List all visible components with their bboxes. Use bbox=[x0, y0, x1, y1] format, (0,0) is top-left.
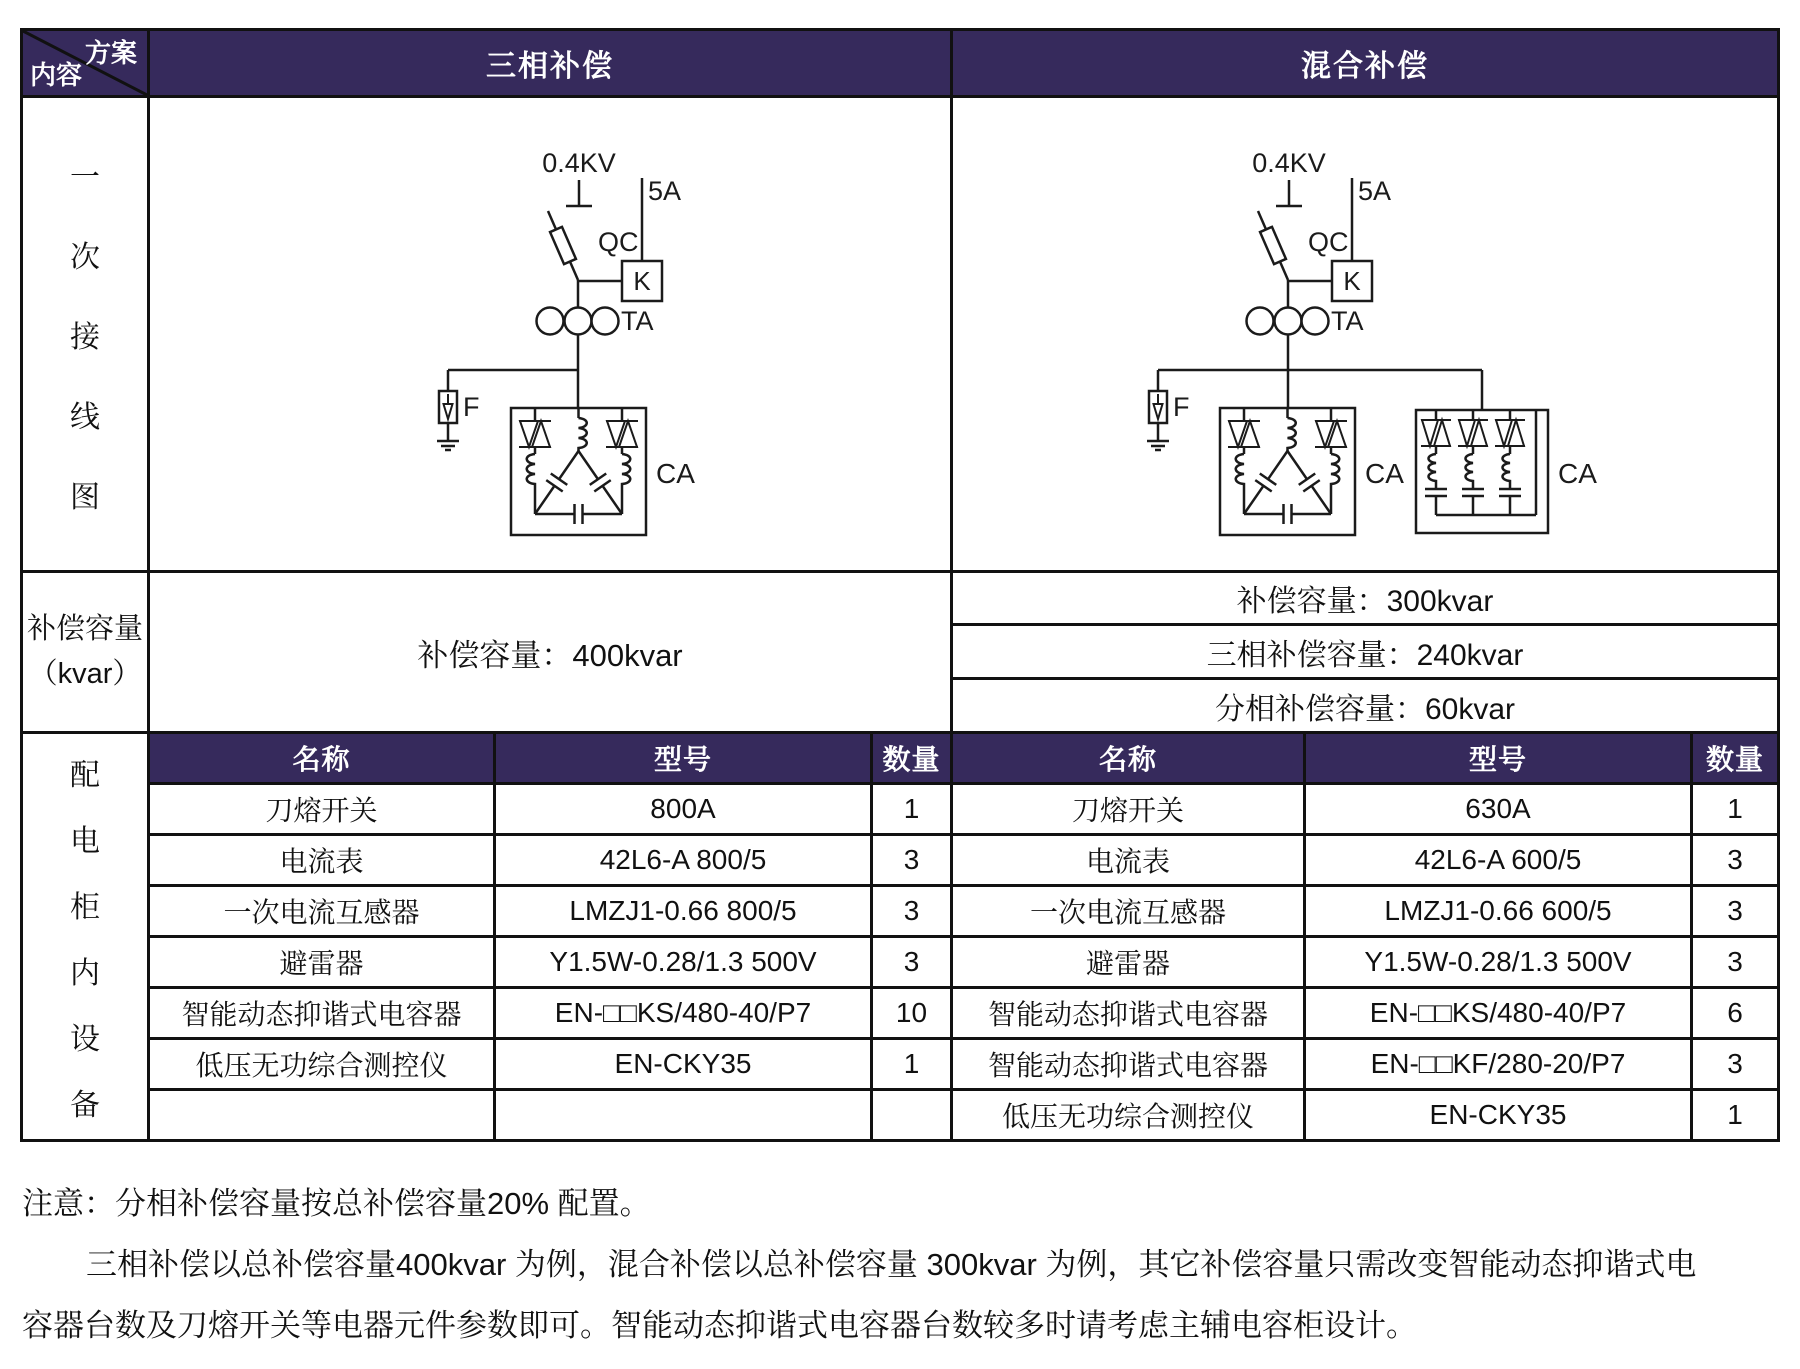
table-cell: 刀熔开关 bbox=[150, 785, 493, 833]
ct-circle bbox=[1302, 308, 1329, 335]
secondary-label: 5A bbox=[648, 176, 682, 206]
table-cell: 6 bbox=[1693, 989, 1777, 1037]
table-cell: 3 bbox=[873, 836, 950, 884]
voltage-label: 0.4KV bbox=[542, 148, 616, 178]
table-cell bbox=[873, 1091, 950, 1139]
equipment-label-char: 内 bbox=[70, 956, 100, 990]
capacity-mixed-total: 补偿容量：300kvar bbox=[953, 573, 1777, 623]
wiring-diagram-three-phase bbox=[150, 98, 950, 570]
fuse-switch-symbol bbox=[550, 227, 576, 264]
table-cell: 3 bbox=[1693, 887, 1777, 935]
row-label-wiring-diagram bbox=[23, 98, 147, 570]
table-cell: 避雷器 bbox=[953, 938, 1303, 986]
table-cell: Y1.5W-0.28/1.3 500V bbox=[1306, 938, 1690, 986]
table-cell: 1 bbox=[1693, 785, 1777, 833]
table-cell: 1 bbox=[873, 1040, 950, 1088]
corner-label-content: 内容 bbox=[30, 60, 83, 90]
table-cell: 1 bbox=[873, 785, 950, 833]
table-cell: 一次电流互感器 bbox=[150, 887, 493, 935]
capacity-mixed-split-phase: 分相补偿容量：60kvar bbox=[953, 680, 1777, 731]
column-header-mixed: 混合补偿 bbox=[953, 31, 1777, 95]
ct-circle bbox=[1275, 308, 1302, 335]
corner-header-cell bbox=[23, 31, 147, 95]
capacity-label-line: 补偿容量 bbox=[26, 613, 143, 646]
wiring-diagram-three-phase-cell bbox=[150, 98, 950, 570]
col-header-name: 名称 bbox=[953, 734, 1303, 782]
equipment-label-char: 备 bbox=[70, 1088, 100, 1122]
wiring-label-char: 接 bbox=[70, 321, 100, 354]
table-cell: EN-□□KS/480-40/P7 bbox=[1306, 989, 1690, 1037]
table-cell bbox=[150, 1091, 493, 1139]
note-line-3: 容器台数及刀熔开关等电器元件参数即可。智能动态抑谐式电容器台数较多时请考虑主辅电容柜设计。 bbox=[22, 1308, 1417, 1343]
col-header-model: 型号 bbox=[1306, 734, 1690, 782]
table-cell: 刀熔开关 bbox=[953, 785, 1303, 833]
capacity-mixed-three-phase: 三相补偿容量：240kvar bbox=[953, 626, 1777, 677]
table-cell: 10 bbox=[873, 989, 950, 1037]
ct-circle bbox=[565, 308, 592, 335]
relay-label: K bbox=[633, 266, 651, 296]
equipment-label-char: 设 bbox=[70, 1022, 100, 1056]
footnotes bbox=[22, 1186, 1778, 1369]
equipment-table-mixed bbox=[953, 734, 1777, 1139]
capacity-label-line: （kvar） bbox=[28, 658, 142, 690]
ct-label: TA bbox=[621, 306, 654, 336]
switch-label: QC bbox=[1308, 227, 1349, 257]
wiring-diagram-mixed bbox=[953, 98, 1777, 570]
table-cell: 智能动态抑谐式电容器 bbox=[953, 989, 1303, 1037]
table-cell: 3 bbox=[873, 938, 950, 986]
table-cell: 一次电流互感器 bbox=[953, 887, 1303, 935]
table-cell: 3 bbox=[1693, 938, 1777, 986]
table-cell: EN-CKY35 bbox=[1306, 1091, 1690, 1139]
fuse-label: F bbox=[1173, 392, 1190, 422]
table-cell: 智能动态抑谐式电容器 bbox=[953, 1040, 1303, 1088]
note-line-2: 三相补偿以总补偿容量400kvar 为例，混合补偿以总补偿容量 300kvar 为例，其它补偿容量只需改变智能动态抑谐式电 bbox=[86, 1247, 1697, 1282]
table-cell: 42L6-A 600/5 bbox=[1306, 836, 1690, 884]
voltage-label: 0.4KV bbox=[1252, 148, 1326, 178]
col-header-qty: 数量 bbox=[873, 734, 950, 782]
table-cell: 630A bbox=[1306, 785, 1690, 833]
corner-label-scheme: 方案 bbox=[84, 38, 137, 68]
table-cell: EN-CKY35 bbox=[496, 1040, 870, 1088]
bank-label: CA bbox=[656, 458, 695, 489]
table-cell: 低压无功综合测控仪 bbox=[953, 1091, 1303, 1139]
ct-circle bbox=[1247, 308, 1274, 335]
fuse-label: F bbox=[463, 392, 480, 422]
table-cell: 3 bbox=[1693, 836, 1777, 884]
table-cell: 42L6-A 800/5 bbox=[496, 836, 870, 884]
wiring-label-char: 线 bbox=[70, 401, 100, 434]
table-cell: EN-□□KF/280-20/P7 bbox=[1306, 1040, 1690, 1088]
table-cell: 800A bbox=[496, 785, 870, 833]
ct-circle bbox=[592, 308, 619, 335]
spec-table bbox=[20, 28, 1780, 1142]
table-cell: 避雷器 bbox=[150, 938, 493, 986]
fuse-switch-symbol bbox=[1260, 227, 1286, 264]
row-label-capacity bbox=[23, 573, 147, 731]
col-header-model: 型号 bbox=[496, 734, 870, 782]
equipment-label-char: 电 bbox=[70, 824, 100, 858]
bank-label: CA bbox=[1365, 458, 1404, 489]
table-cell: 3 bbox=[873, 887, 950, 935]
table-cell: LMZJ1-0.66 600/5 bbox=[1306, 887, 1690, 935]
ct-circle bbox=[537, 308, 564, 335]
table-cell: Y1.5W-0.28/1.3 500V bbox=[496, 938, 870, 986]
table-cell: 低压无功综合测控仪 bbox=[150, 1040, 493, 1088]
phase-capacitor-bank bbox=[1416, 410, 1548, 533]
table-cell bbox=[496, 1091, 870, 1139]
table-cell: 电流表 bbox=[150, 836, 493, 884]
table-cell: 1 bbox=[1693, 1091, 1777, 1139]
busbar-symbol bbox=[566, 180, 592, 206]
wiring-diagram-mixed-cell bbox=[953, 98, 1777, 570]
switch-label: QC bbox=[598, 227, 639, 257]
ct-label: TA bbox=[1331, 306, 1364, 336]
capacity-three-phase: 补偿容量：400kvar bbox=[150, 573, 950, 731]
equipment-label-char: 配 bbox=[70, 758, 100, 792]
branch-line bbox=[1158, 370, 1482, 410]
equipment-table-three-phase bbox=[150, 734, 950, 1139]
col-header-name: 名称 bbox=[150, 734, 493, 782]
column-header-three-phase: 三相补偿 bbox=[150, 31, 950, 95]
bank-label: CA bbox=[1558, 458, 1597, 489]
wiring-label-char: 一 bbox=[70, 161, 100, 194]
wiring-label-char: 图 bbox=[70, 481, 100, 514]
table-cell: EN-□□KS/480-40/P7 bbox=[496, 989, 870, 1037]
table-cell: 智能动态抑谐式电容器 bbox=[150, 989, 493, 1037]
delta-capacitor-bank bbox=[511, 408, 646, 535]
relay-label: K bbox=[1343, 266, 1361, 296]
table-cell: LMZJ1-0.66 800/5 bbox=[496, 887, 870, 935]
wiring-label-char: 次 bbox=[70, 241, 100, 274]
row-label-equipment bbox=[23, 734, 147, 1139]
note-line-1: 注意：分相补偿容量按总补偿容量20% 配置。 bbox=[22, 1186, 651, 1221]
col-header-qty: 数量 bbox=[1693, 734, 1777, 782]
secondary-label: 5A bbox=[1358, 176, 1392, 206]
capacity-mixed bbox=[953, 573, 1777, 731]
delta-capacitor-bank bbox=[1220, 408, 1355, 535]
equipment-label-char: 柜 bbox=[70, 890, 100, 924]
busbar-symbol bbox=[1276, 180, 1302, 206]
table-cell: 电流表 bbox=[953, 836, 1303, 884]
table-cell: 3 bbox=[1693, 1040, 1777, 1088]
